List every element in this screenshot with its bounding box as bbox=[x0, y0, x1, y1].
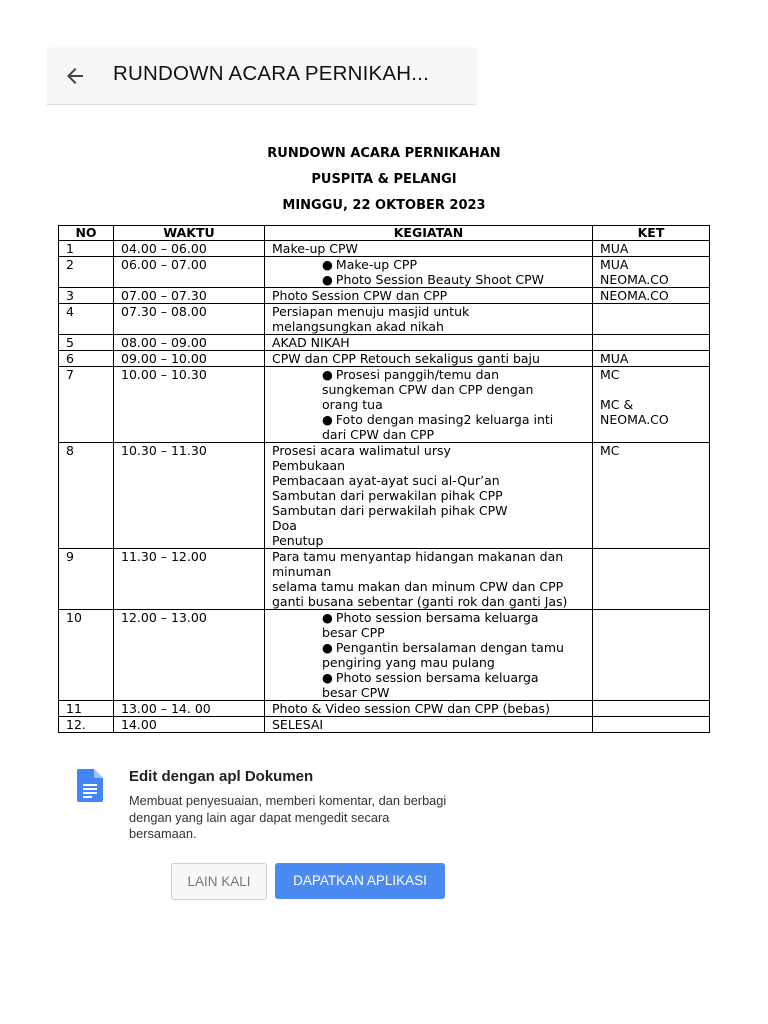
bullet-line bbox=[322, 397, 592, 412]
kegiatan-line: minuman bbox=[272, 564, 332, 579]
document-date: MINGGU, 22 OKTOBER 2023 bbox=[282, 198, 486, 213]
bullet-text: dari CPW dan CPP bbox=[322, 427, 435, 442]
cell-no: 12. bbox=[59, 717, 114, 733]
bullet-line bbox=[322, 685, 592, 700]
table-row bbox=[59, 610, 710, 701]
column-header-ket: KET bbox=[593, 226, 710, 241]
kegiatan-line: Sambutan dari perwakilan pihak CPP bbox=[272, 488, 503, 503]
cell-kegiatan bbox=[265, 701, 593, 717]
bullet-line bbox=[322, 640, 592, 655]
bullet-line bbox=[322, 427, 592, 442]
ket-line: NEOMA.CO bbox=[600, 412, 669, 427]
cell-kegiatan bbox=[265, 241, 593, 257]
table-header-row bbox=[59, 226, 710, 241]
kegiatan-bullet-item bbox=[322, 412, 592, 442]
bullet-line bbox=[322, 655, 592, 670]
bullet-text: Photo session bersama keluarga bbox=[335, 610, 539, 625]
bullet-text: Photo session bersama keluarga bbox=[335, 670, 539, 685]
ket-line: MUA bbox=[600, 257, 629, 272]
rundown-table bbox=[58, 225, 710, 733]
bullet-line bbox=[322, 257, 592, 272]
bullet-line bbox=[322, 272, 592, 287]
column-header-waktu: WAKTU bbox=[114, 226, 265, 241]
cell-ket bbox=[593, 304, 710, 335]
cell-ket bbox=[593, 241, 710, 257]
cell-waktu: 06.00 – 07.00 bbox=[114, 257, 265, 288]
cell-ket bbox=[593, 717, 710, 733]
ket-line: NEOMA.CO bbox=[600, 272, 669, 287]
table-row bbox=[59, 717, 710, 733]
ket-line: MC bbox=[600, 443, 620, 458]
kegiatan-line: CPW dan CPP Retouch sekaligus ganti baju bbox=[272, 351, 540, 366]
cell-kegiatan bbox=[265, 335, 593, 351]
cell-kegiatan bbox=[265, 288, 593, 304]
table-row bbox=[59, 241, 710, 257]
bullet-line bbox=[322, 367, 592, 382]
cell-waktu: 08.00 – 09.00 bbox=[114, 335, 265, 351]
kegiatan-line: Penutup bbox=[272, 533, 324, 548]
cell-ket bbox=[593, 367, 710, 443]
bullet-dot-icon: ● bbox=[322, 257, 333, 272]
cell-ket bbox=[593, 288, 710, 304]
cell-no: 1 bbox=[59, 241, 114, 257]
ket-line: MUA bbox=[600, 351, 629, 366]
cell-ket bbox=[593, 351, 710, 367]
kegiatan-line: melangsungkan akad nikah bbox=[272, 319, 444, 334]
bullet-text: pengiring yang mau pulang bbox=[322, 655, 495, 670]
table-row bbox=[59, 335, 710, 351]
ket-line: MC & bbox=[600, 397, 634, 412]
cell-no: 10 bbox=[59, 610, 114, 701]
kegiatan-bullet-list bbox=[272, 610, 592, 700]
cell-no: 9 bbox=[59, 549, 114, 610]
kegiatan-line: Photo & Video session CPW dan CPP (bebas) bbox=[272, 701, 550, 716]
cell-no: 8 bbox=[59, 443, 114, 549]
kegiatan-line: Doa bbox=[272, 518, 297, 533]
bullet-text: orang tua bbox=[322, 397, 383, 412]
document-heading: RUNDOWN ACARA PERNIKAHAN bbox=[267, 146, 501, 161]
table-row bbox=[59, 443, 710, 549]
kegiatan-bullet-list bbox=[272, 257, 592, 287]
bullet-line bbox=[322, 610, 592, 625]
bullet-text: Make-up CPP bbox=[335, 257, 417, 272]
kegiatan-line: AKAD NIKAH bbox=[272, 335, 350, 350]
cell-no: 3 bbox=[59, 288, 114, 304]
cell-waktu: 09.00 – 10.00 bbox=[114, 351, 265, 367]
kegiatan-line: SELESAI bbox=[272, 717, 324, 732]
kegiatan-line: Persiapan menuju masjid untuk bbox=[272, 304, 470, 319]
bullet-dot-icon: ● bbox=[322, 272, 333, 287]
cell-ket bbox=[593, 610, 710, 701]
get-app-button[interactable]: DAPATKAN APLIKASI bbox=[275, 863, 445, 899]
table-body bbox=[59, 241, 710, 733]
table-row bbox=[59, 257, 710, 288]
later-button[interactable]: LAIN KALI bbox=[171, 863, 267, 900]
table-row bbox=[59, 701, 710, 717]
cell-ket bbox=[593, 549, 710, 610]
cell-kegiatan bbox=[265, 367, 593, 443]
cell-no: 7 bbox=[59, 367, 114, 443]
cell-no: 5 bbox=[59, 335, 114, 351]
cell-waktu: 10.00 – 10.30 bbox=[114, 367, 265, 443]
cell-waktu: 13.00 – 14. 00 bbox=[114, 701, 265, 717]
kegiatan-bullet-item bbox=[322, 610, 592, 640]
cell-kegiatan bbox=[265, 549, 593, 610]
bullet-dot-icon: ● bbox=[322, 670, 333, 685]
cell-waktu: 04.00 – 06.00 bbox=[114, 241, 265, 257]
cell-kegiatan bbox=[265, 257, 593, 288]
bullet-text: Photo Session Beauty Shoot CPW bbox=[335, 272, 544, 287]
kegiatan-line: Pembacaan ayat-ayat suci al-Qur’an bbox=[272, 473, 500, 488]
kegiatan-line: Make-up CPW bbox=[272, 241, 358, 256]
cell-waktu: 11.30 – 12.00 bbox=[114, 549, 265, 610]
table-row bbox=[59, 367, 710, 443]
promo-title: Edit dengan apl Dokumen bbox=[129, 768, 314, 785]
cell-ket bbox=[593, 701, 710, 717]
kegiatan-bullet-list bbox=[272, 367, 592, 442]
cell-no: 6 bbox=[59, 351, 114, 367]
promo-description: Membuat penyesuaian, memberi komentar, dan berbagi dengan yang lain agar dapat mengedit secara bersamaan. bbox=[129, 793, 447, 841]
table-row bbox=[59, 549, 710, 610]
bullet-dot-icon: ● bbox=[322, 640, 333, 655]
bullet-line bbox=[322, 382, 592, 397]
bullet-text: besar CPP bbox=[322, 625, 385, 640]
cell-no: 4 bbox=[59, 304, 114, 335]
cell-kegiatan bbox=[265, 610, 593, 701]
cell-waktu: 14.00 bbox=[114, 717, 265, 733]
kegiatan-bullet-item bbox=[322, 367, 592, 412]
kegiatan-line: selama tamu makan dan minum CPW dan CPP bbox=[272, 579, 564, 594]
ket-line: MUA bbox=[600, 241, 629, 256]
kegiatan-bullet-item bbox=[322, 272, 592, 287]
kegiatan-line: Prosesi acara walimatul ursy bbox=[272, 443, 451, 458]
bullet-text: Foto dengan masing2 keluarga inti bbox=[335, 412, 554, 427]
ket-line: NEOMA.CO bbox=[600, 288, 669, 303]
bullet-line bbox=[322, 412, 592, 427]
back-arrow-icon[interactable] bbox=[61, 62, 89, 90]
bullet-dot-icon: ● bbox=[322, 367, 333, 382]
app-bar bbox=[47, 48, 475, 105]
bullet-text: Pengantin bersalaman dengan tamu bbox=[335, 640, 564, 655]
column-header-kegiatan: KEGIATAN bbox=[265, 226, 593, 241]
kegiatan-line: Para tamu menyantap hidangan makanan dan bbox=[272, 549, 564, 564]
cell-waktu: 10.30 – 11.30 bbox=[114, 443, 265, 549]
cell-ket bbox=[593, 443, 710, 549]
bullet-text: Prosesi panggih/temu dan bbox=[335, 367, 500, 382]
bullet-line bbox=[322, 670, 592, 685]
table-row bbox=[59, 351, 710, 367]
kegiatan-bullet-item bbox=[322, 670, 592, 700]
cell-ket bbox=[593, 335, 710, 351]
kegiatan-bullet-item bbox=[322, 257, 592, 272]
table-row bbox=[59, 304, 710, 335]
kegiatan-line: Photo Session CPW dan CPP bbox=[272, 288, 448, 303]
cell-waktu: 12.00 – 13.00 bbox=[114, 610, 265, 701]
docs-app-icon bbox=[77, 769, 103, 802]
cell-waktu: 07.00 – 07.30 bbox=[114, 288, 265, 304]
bullet-dot-icon: ● bbox=[322, 412, 333, 427]
kegiatan-line: Sambutan dari perwakilah pihak CPW bbox=[272, 503, 508, 518]
cell-ket bbox=[593, 257, 710, 288]
cell-no: 2 bbox=[59, 257, 114, 288]
document-title: RUNDOWN ACARA PERNIKAH... bbox=[113, 62, 429, 85]
kegiatan-line: Pembukaan bbox=[272, 458, 346, 473]
bullet-dot-icon: ● bbox=[322, 610, 333, 625]
ket-line bbox=[600, 382, 709, 397]
bullet-text: besar CPW bbox=[322, 685, 390, 700]
column-header-no: NO bbox=[59, 226, 114, 241]
document-subheading: PUSPITA & PELANGI bbox=[311, 172, 457, 187]
cell-kegiatan bbox=[265, 351, 593, 367]
cell-kegiatan bbox=[265, 717, 593, 733]
cell-waktu: 07.30 – 08.00 bbox=[114, 304, 265, 335]
cell-kegiatan bbox=[265, 443, 593, 549]
bullet-line bbox=[322, 625, 592, 640]
ket-line: MC bbox=[600, 367, 620, 382]
kegiatan-line: ganti busana sebentar (ganti rok dan ganti Jas) bbox=[272, 594, 568, 609]
cell-kegiatan bbox=[265, 304, 593, 335]
bullet-text: sungkeman CPW dan CPP dengan bbox=[322, 382, 534, 397]
kegiatan-bullet-item bbox=[322, 640, 592, 670]
table-row bbox=[59, 288, 710, 304]
cell-no: 11 bbox=[59, 701, 114, 717]
